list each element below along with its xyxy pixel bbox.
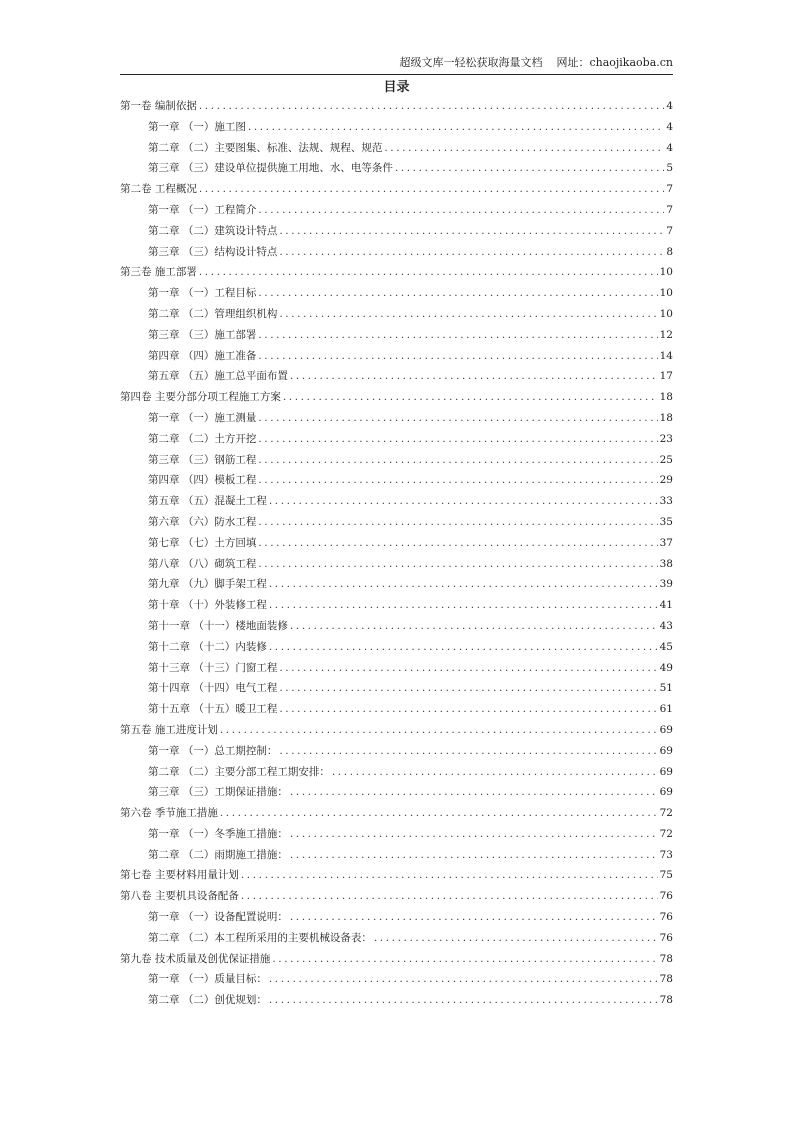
dot-leader <box>269 637 658 658</box>
toc-chapter-entry[interactable] <box>120 554 673 575</box>
dot-leader <box>220 720 658 741</box>
toc-entry-title: 第一章 （一）冬季施工措施： <box>148 827 288 840</box>
toc-chapter-entry[interactable] <box>120 138 673 159</box>
toc-page-number: 18 <box>659 391 673 404</box>
dot-leader <box>290 782 658 803</box>
toc-entry-title: 第一章 （一）施工测量 <box>148 411 257 424</box>
toc-page-number: 33 <box>659 495 673 508</box>
toc-entry-title: 第四章 （四）模板工程 <box>148 474 257 487</box>
toc-entry-title: 第二章 （二）雨期施工措施： <box>148 848 288 861</box>
dot-leader <box>258 429 657 450</box>
toc-page-number: 25 <box>659 453 673 466</box>
toc-entry-title: 第十二章 （十二）内装修 <box>148 640 267 653</box>
dot-leader <box>395 158 664 179</box>
page-header <box>120 54 673 75</box>
toc-page-number: 38 <box>659 557 673 570</box>
toc-page-number: 7 <box>666 203 673 216</box>
toc-entry-title: 第十一章 （十一）楼地面装修 <box>148 619 288 632</box>
toc-entry-title: 第二章 （二）创优规划： <box>148 994 267 1007</box>
toc-entry-title: 第十四章 （十四）电气工程 <box>148 682 278 695</box>
toc-chapter-entry[interactable] <box>120 429 673 450</box>
toc-chapter-entry[interactable] <box>120 741 673 762</box>
toc-page-number: 69 <box>659 786 673 799</box>
toc-page-number: 75 <box>659 869 673 882</box>
toc-page-number: 12 <box>659 328 673 341</box>
dot-leader <box>241 865 658 886</box>
toc-chapter-entry[interactable] <box>120 450 673 471</box>
toc-chapter-entry[interactable] <box>120 200 673 221</box>
dot-leader <box>258 408 657 429</box>
toc-chapter-entry[interactable] <box>120 990 673 1011</box>
toc-entry-title: 第三章 （三）钢筋工程 <box>148 453 257 466</box>
toc-page-number: 43 <box>659 619 673 632</box>
toc-chapter-entry[interactable] <box>120 637 673 658</box>
dot-leader <box>279 699 657 720</box>
toc-page-number: 76 <box>659 931 673 944</box>
header-site-name: 超级文库一轻松获取海量文档 <box>399 56 543 69</box>
toc-page-number: 35 <box>659 515 673 528</box>
toc-volume-entry[interactable] <box>120 387 673 408</box>
toc-chapter-entry[interactable] <box>120 678 673 699</box>
dot-leader <box>199 179 664 200</box>
toc-entry-title: 第七章 （七）土方回填 <box>148 536 257 549</box>
toc-entry-title: 第四卷 主要分部分项工程施工方案 <box>120 391 281 404</box>
toc-entry-title: 第二章 （二）本工程所采用的主要机械设备表： <box>148 931 372 944</box>
dot-leader <box>220 803 658 824</box>
toc-entry-title: 第三章 （三）结构设计特点 <box>148 245 278 258</box>
toc-entry-title: 第三章 （三）建设单位提供施工用地、水、电等条件 <box>148 162 393 175</box>
toc-page-number: 7 <box>666 224 673 237</box>
dot-leader <box>290 616 658 637</box>
toc-page-number: 10 <box>659 287 673 300</box>
dot-leader <box>374 928 658 949</box>
toc-page-number: 7 <box>666 183 673 196</box>
toc-page-number: 73 <box>659 848 673 861</box>
toc-volume-entry[interactable] <box>120 949 673 970</box>
toc-title: 目录 <box>383 80 410 95</box>
toc-entry-title: 第一章 （一）设备配置说明： <box>148 911 288 924</box>
toc-entry-title: 第十三章 （十三）门窗工程 <box>148 661 278 674</box>
toc-entry-title: 第八章 （八）砌筑工程 <box>148 557 257 570</box>
toc-entry-title: 第二卷 工程概况 <box>120 183 197 196</box>
toc-chapter-entry[interactable] <box>120 907 673 928</box>
dot-leader <box>290 366 658 387</box>
dot-leader <box>384 138 664 159</box>
dot-leader <box>258 533 657 554</box>
toc-entry-title: 第九卷 技术质量及创优保证措施 <box>120 952 271 965</box>
toc-chapter-entry[interactable] <box>120 221 673 242</box>
dot-leader <box>279 658 657 679</box>
toc-page-number: 29 <box>659 474 673 487</box>
toc-page-number: 10 <box>659 307 673 320</box>
toc-entry-title: 第五章 （五）施工总平面布置 <box>148 370 288 383</box>
toc-chapter-entry[interactable] <box>120 346 673 367</box>
toc-chapter-entry[interactable] <box>120 699 673 720</box>
toc-page-number: 5 <box>666 162 673 175</box>
toc-chapter-entry[interactable] <box>120 928 673 949</box>
toc-chapter-entry[interactable] <box>120 491 673 512</box>
toc-chapter-entry[interactable] <box>120 533 673 554</box>
toc-entry-title: 第二章 （二）土方开挖 <box>148 432 257 445</box>
toc-entry-title: 第八卷 主要机具设备配备 <box>120 890 239 903</box>
toc-entry-title: 第五章 （五）混凝土工程 <box>148 495 267 508</box>
toc-page-number: 14 <box>659 349 673 362</box>
toc-entry-title: 第一章 （一）质量目标： <box>148 973 267 986</box>
dot-leader <box>258 450 657 471</box>
dot-leader <box>258 346 657 367</box>
toc-page-number: 61 <box>659 703 673 716</box>
dot-leader <box>258 512 657 533</box>
toc-page-number: 4 <box>666 120 673 133</box>
toc-entry-title: 第七卷 主要材料用量计划 <box>120 869 239 882</box>
toc-page-number: 78 <box>659 952 673 965</box>
toc-entry-title: 第一卷 编制依据 <box>120 100 197 112</box>
toc-page-number: 4 <box>666 141 673 154</box>
dot-leader <box>269 574 658 595</box>
toc-entry-title: 第一章 （一）工程目标 <box>148 287 257 300</box>
dot-leader <box>258 470 657 491</box>
dot-leader <box>283 387 658 408</box>
toc-page-number: 69 <box>659 765 673 778</box>
dot-leader <box>279 304 657 325</box>
header-url[interactable]: 网址：chaojikaoba.cn <box>556 56 673 69</box>
toc-entry-title: 第一章 （一）总工期控制： <box>148 744 278 757</box>
toc-page-number: 4 <box>666 100 673 112</box>
toc-chapter-entry[interactable] <box>120 117 673 138</box>
toc-entry-title: 第一章 （一）工程简介 <box>148 203 257 216</box>
toc-entry-title: 第三章 （三）工期保证措施： <box>148 786 288 799</box>
toc-entry-title: 第一章 （一）施工图 <box>148 120 246 133</box>
toc-volume-entry[interactable] <box>120 886 673 907</box>
dot-leader <box>241 886 658 907</box>
toc-volume-entry[interactable] <box>120 96 673 117</box>
toc-chapter-entry[interactable] <box>120 283 673 304</box>
dot-leader <box>269 595 658 616</box>
toc-page-number: 41 <box>659 599 673 612</box>
dot-leader <box>269 990 658 1011</box>
toc-chapter-entry[interactable] <box>120 782 673 803</box>
toc-page-number: 69 <box>659 723 673 736</box>
dot-leader <box>269 491 658 512</box>
dot-leader <box>269 969 658 990</box>
toc-chapter-entry[interactable] <box>120 574 673 595</box>
dot-leader <box>279 678 657 699</box>
table-of-contents <box>120 96 673 1011</box>
toc-page-number: 76 <box>659 890 673 903</box>
dot-leader <box>248 117 664 138</box>
toc-entry-title: 第二章 （二）建筑设计特点 <box>148 224 278 237</box>
toc-entry-title: 第二章 （二）主要分部工程工期安排： <box>148 765 330 778</box>
toc-page-number: 17 <box>659 370 673 383</box>
dot-leader <box>332 762 658 783</box>
toc-page-number: 18 <box>659 411 673 424</box>
toc-entry-title: 第十章 （十）外装修工程 <box>148 599 267 612</box>
toc-volume-entry[interactable] <box>120 179 673 200</box>
toc-page-number: 37 <box>659 536 673 549</box>
toc-chapter-entry[interactable] <box>120 824 673 845</box>
toc-chapter-entry[interactable] <box>120 408 673 429</box>
toc-page-number: 76 <box>659 911 673 924</box>
toc-chapter-entry[interactable] <box>120 470 673 491</box>
toc-chapter-entry[interactable] <box>120 616 673 637</box>
dot-leader <box>272 949 657 970</box>
dot-leader <box>279 741 657 762</box>
toc-entry-title: 第六卷 季节施工措施 <box>120 807 218 820</box>
toc-chapter-entry[interactable] <box>120 242 673 263</box>
toc-entry-title: 第三卷 施工部署 <box>120 266 197 279</box>
toc-page-number: 8 <box>666 245 673 258</box>
dot-leader <box>199 262 658 283</box>
toc-volume-entry[interactable] <box>120 262 673 283</box>
toc-page-number: 78 <box>659 994 673 1007</box>
toc-page-number: 51 <box>659 682 673 695</box>
toc-entry-title: 第十五章 （十五）暖卫工程 <box>148 703 278 716</box>
dot-leader <box>290 824 658 845</box>
dot-leader <box>199 96 664 117</box>
toc-chapter-entry[interactable] <box>120 366 673 387</box>
toc-chapter-entry[interactable] <box>120 762 673 783</box>
toc-page-number: 49 <box>659 661 673 674</box>
toc-page-number: 23 <box>659 432 673 445</box>
toc-chapter-entry[interactable] <box>120 304 673 325</box>
dot-leader <box>279 221 664 242</box>
toc-page-number: 10 <box>659 266 673 279</box>
toc-entry-title: 第四章 （四）施工准备 <box>148 349 257 362</box>
dot-leader <box>258 554 657 575</box>
toc-entry-title: 第二章 （二）主要图集、标准、法规、规程、规范 <box>148 141 383 154</box>
toc-entry-title: 第九章 （九）脚手架工程 <box>148 578 267 591</box>
dot-leader <box>290 907 658 928</box>
toc-volume-entry[interactable] <box>120 803 673 824</box>
toc-page-number: 72 <box>659 807 673 820</box>
toc-chapter-entry[interactable] <box>120 845 673 866</box>
toc-entry-title: 第五卷 施工进度计划 <box>120 723 218 736</box>
toc-chapter-entry[interactable] <box>120 512 673 533</box>
toc-chapter-entry[interactable] <box>120 158 673 179</box>
toc-volume-entry[interactable] <box>120 865 673 886</box>
dot-leader <box>290 845 658 866</box>
dot-leader <box>258 283 657 304</box>
dot-leader <box>279 242 664 263</box>
toc-entry-title: 第六章 （六）防水工程 <box>148 515 257 528</box>
toc-entry-title: 第二章 （二）管理组织机构 <box>148 307 278 320</box>
toc-page-number: 78 <box>659 973 673 986</box>
toc-page-number: 69 <box>659 744 673 757</box>
dot-leader <box>258 325 657 346</box>
toc-chapter-entry[interactable] <box>120 658 673 679</box>
toc-page-number: 45 <box>659 640 673 653</box>
toc-chapter-entry[interactable] <box>120 969 673 990</box>
toc-page-number: 39 <box>659 578 673 591</box>
toc-chapter-entry[interactable] <box>120 325 673 346</box>
toc-page-number: 72 <box>659 827 673 840</box>
toc-volume-entry[interactable] <box>120 720 673 741</box>
toc-chapter-entry[interactable] <box>120 595 673 616</box>
toc-entry-title: 第三章 （三）施工部署 <box>148 328 257 341</box>
dot-leader <box>258 200 664 221</box>
